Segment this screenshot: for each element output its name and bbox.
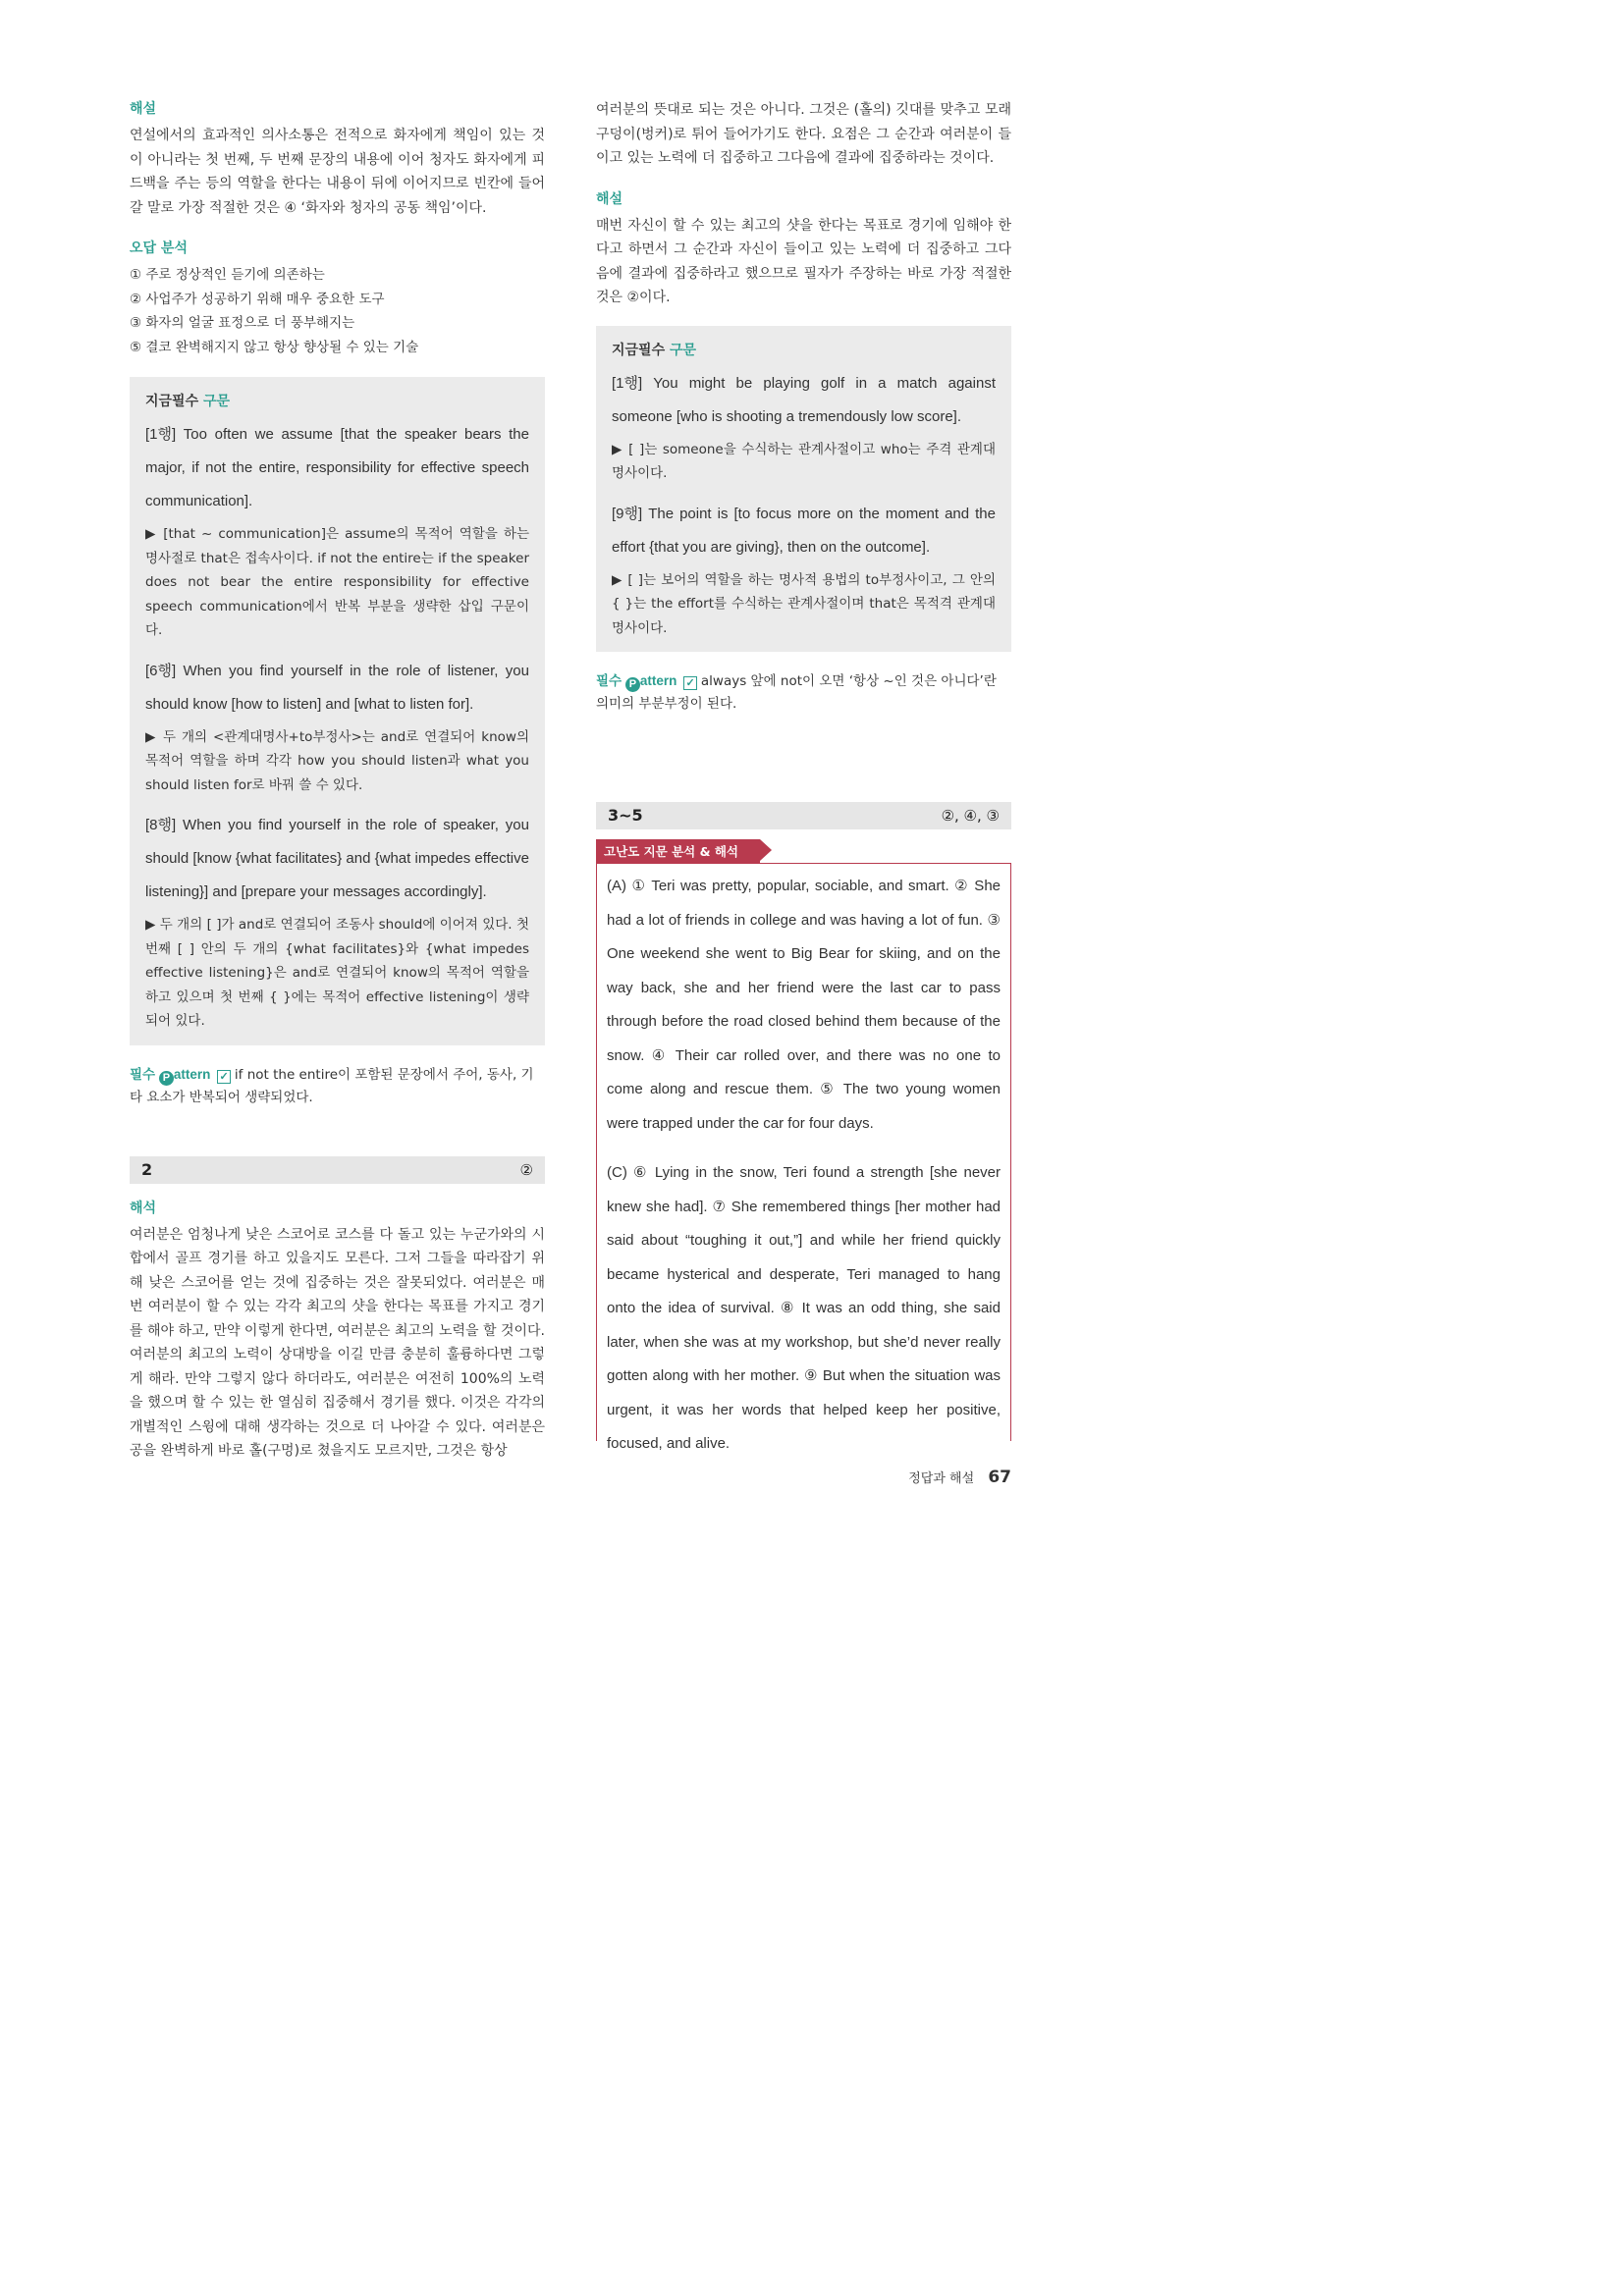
example-sentence: [1행] You might be playing golf in a match against someone [who is shooting a tremendously low score]. [612, 374, 996, 425]
pattern-label-text: 필수 [596, 673, 623, 688]
odap-item: ③ 화자의 얼굴 표정으로 더 풍부해지는 [130, 315, 355, 331]
example-sentence: [1행] Too often we assume [that the speaker bears the major, if not the entire, responsibility for effective speech communication]. [145, 426, 529, 509]
box-title [612, 340, 996, 359]
section-answer: ② [519, 1160, 533, 1179]
p-circle-icon: P [159, 1071, 174, 1086]
odap-heading: 오답 분석 [130, 240, 188, 256]
haeseol-heading: 해설 [596, 190, 623, 207]
haeseol-heading: 해설 [130, 101, 157, 117]
example-sentence: [6행] When you find yourself in the role of listener, you should know [how to listen] and [what to listen for]. [145, 662, 529, 713]
box-title-sub: 구문 [202, 394, 231, 409]
pattern-label [596, 673, 701, 688]
example-note: ▶ [ ]는 someone을 수식하는 관계사절이고 who는 주격 관계대명사이다. [612, 441, 996, 481]
section-number: 2 [141, 1159, 153, 1179]
section-3-5-bar [596, 802, 1011, 829]
pattern-label [130, 1067, 235, 1082]
right-column [596, 98, 1011, 1452]
example-note: ▶ 두 개의 <관계대명사+to부정사>는 and로 연결되어 know의 목적어 역할을 하며 각각 how you should listen과 what you should listen for로 바꿔 쓸 수 있다. [145, 728, 529, 793]
section-answer: ②, ④, ③ [941, 807, 1000, 825]
pattern-tip [596, 669, 1011, 716]
footer-label: 정답과 해설 [908, 1471, 975, 1486]
odap-item: ⑤ 결코 완벽해지지 않고 항상 향상될 수 있는 기술 [130, 339, 419, 355]
section-2-bar [130, 1156, 545, 1184]
pattern-text: always 앞에 not이 오면 ‘항상 ~인 것은 아니다’란 의미의 부분부정이 된다. [596, 673, 997, 712]
odap-list [130, 263, 545, 359]
box-title-main: 지금필수 [612, 342, 666, 358]
box-title-main: 지금필수 [145, 394, 199, 409]
pattern-label-rest: attern [639, 673, 677, 688]
page-footer [908, 1468, 1011, 1487]
haeseol-text: 매번 자신이 할 수 있는 최고의 샷을 한다는 목표로 경기에 임해야 한다고 하면서 그 순간과 자신이 들이고 있는 노력에 더 집중하고 그다음에 결과에 집중하라고 했으므로 필자가 주장하는 바로 가장 적절한 것은 ②이다. [596, 217, 1011, 305]
box-title [145, 391, 529, 410]
example-note: ▶ 두 개의 [ ]가 and로 연결되어 조동사 should에 이어져 있다. 첫 번째 [ ] 안의 두 개의 {what facilitates}와 {what impedes effective listening}은 and로 연결되어 know의 목적어 역할을 하고 있으며 첫 번째 { }에는 목적어 effective listening이 생략되어 있다. [145, 917, 529, 1029]
passage-box [596, 863, 1011, 1452]
example-note: ▶ [ ]는 보어의 역할을 하는 명사적 용법의 to부정사이고, 그 안의 { }는 the effort를 수식하는 관계사절이며 that은 목적격 관계대명사이다. [612, 571, 996, 636]
odap-item: ① 주로 정상적인 듣기에 의존하는 [130, 267, 325, 283]
passage-tag-wrap [596, 839, 1011, 863]
box-title-sub: 구문 [669, 342, 697, 358]
section-number: 3~5 [608, 806, 643, 825]
passage-part-a: (A) ① Teri was pretty, popular, sociable, and smart. ② She had a lot of friends in college and was having a lot of fun. ③ One weekend she went to Big Bear for skiing, and on the way back, she and her friend were the last car to pass through before the road closed behind them because of the snow. ④ Their car rolled over, and there was no one to come along and rescue them. ⑤ The two young women were trapped under the car for four days. [607, 878, 1001, 1132]
p-circle-icon: P [625, 677, 640, 692]
odap-item: ② 사업주가 성공하기 위해 매우 중요한 도구 [130, 291, 385, 307]
syntax-box [130, 377, 545, 1045]
haeseok-heading: 해석 [130, 1200, 157, 1216]
page-number: 67 [988, 1468, 1011, 1487]
pattern-label-rest: attern [173, 1066, 211, 1082]
passage-tag: 고난도 지문 분석 & 해석 [596, 839, 760, 863]
example-note: ▶ [that ~ communication]은 assume의 목적어 역할을 하는 명사절로 that은 접속사이다. if not the entire는 if the speaker does not bear the entire responsibility for effective speech communication에서 반복 부분을 생략한 삽입 구문이다. [145, 526, 529, 638]
example-sentence: [9행] The point is [to focus more on the moment and the effort {that you are giving}, then on the outcome]. [612, 505, 996, 556]
pattern-tip [130, 1063, 545, 1109]
haeseok-text: 여러분은 엄청나게 낮은 스코어로 코스를 다 돌고 있는 누군가와의 시합에서 골프 경기를 하고 있을지도 모른다. 그저 그들을 따라잡기 위해 낮은 스코어를 얻는 것에 집중하는 것은 잘못되었다. 여러분은 매번 여러분이 할 수 있는 각각 최고의 샷을 한다는 목표를 가지고 경기를 해야 하고, 만약 이렇게 한다면, 여러분은 최고의 노력을 할 것이다. 여러분의 최고의 노력이 상대방을 이길 만큼 충분히 훌륭하다면 그렇게 해라. 만약 그렇지 않다 하더라도, 여러분은 여전히 100%의 노력을 했으며 할 수 있는 한 열심히 집중해서 경기를 했다. 이것은 각각의 개별적인 스윙에 대해 생각하는 것으로 더 나아갈 수 있다. 여러분은 공을 완벽하게 바로 홀(구멍)로 쳤을지도 모르지만, 그것은 항상 [130, 1226, 545, 1459]
check-icon: ✓ [683, 676, 697, 690]
syntax-box [596, 326, 1011, 653]
example-sentence: [8행] When you find yourself in the role of speaker, you should [know {what facilitates} and {what impedes effective listening}] and [prepare your messages accordingly]. [145, 817, 529, 900]
continued-translation: 여러분의 뜻대로 되는 것은 아니다. 그것은 (홀의) 깃대를 맞추고 모래 구덩이(벙커)로 튀어 들어가기도 한다. 요점은 그 순간과 여러분이 들이고 있는 노력에 더 집중하고 그다음에 결과에 집중하라는 것이다. [596, 102, 1011, 166]
pattern-text: if not the entire이 포함된 문장에서 주어, 동사, 기타 요소가 반복되어 생략되었다. [130, 1066, 534, 1105]
passage-part-c: (C) ⑥ Lying in the snow, Teri found a strength [she never knew she had]. ⑦ She remembered things [her mother had said about “toughing it out,”] and while her friend quickly became hysterical and desperate, Teri managed to hang onto the idea of survival. ⑧ It was an odd thing, she said later, when she was at my workshop, but she’d never really gotten along with her mother. ⑨ But when the situation was urgent, it was her words that helped keep her positive, focused, and alive. [607, 1164, 1001, 1452]
haeseol-text: 연설에서의 효과적인 의사소통은 전적으로 화자에게 책임이 있는 것이 아니라는 첫 번째, 두 번째 문장의 내용에 이어 청자도 화자에게 피드백을 주는 등의 역할을 한다는 내용이 뒤에 이어지므로 빈칸에 들어갈 말로 가장 적절한 것은 ④ ‘화자와 청자의 공동 책임’이다. [130, 128, 545, 216]
check-icon: ✓ [217, 1070, 231, 1084]
left-column [130, 98, 545, 1464]
pattern-label-text: 필수 [130, 1066, 156, 1082]
